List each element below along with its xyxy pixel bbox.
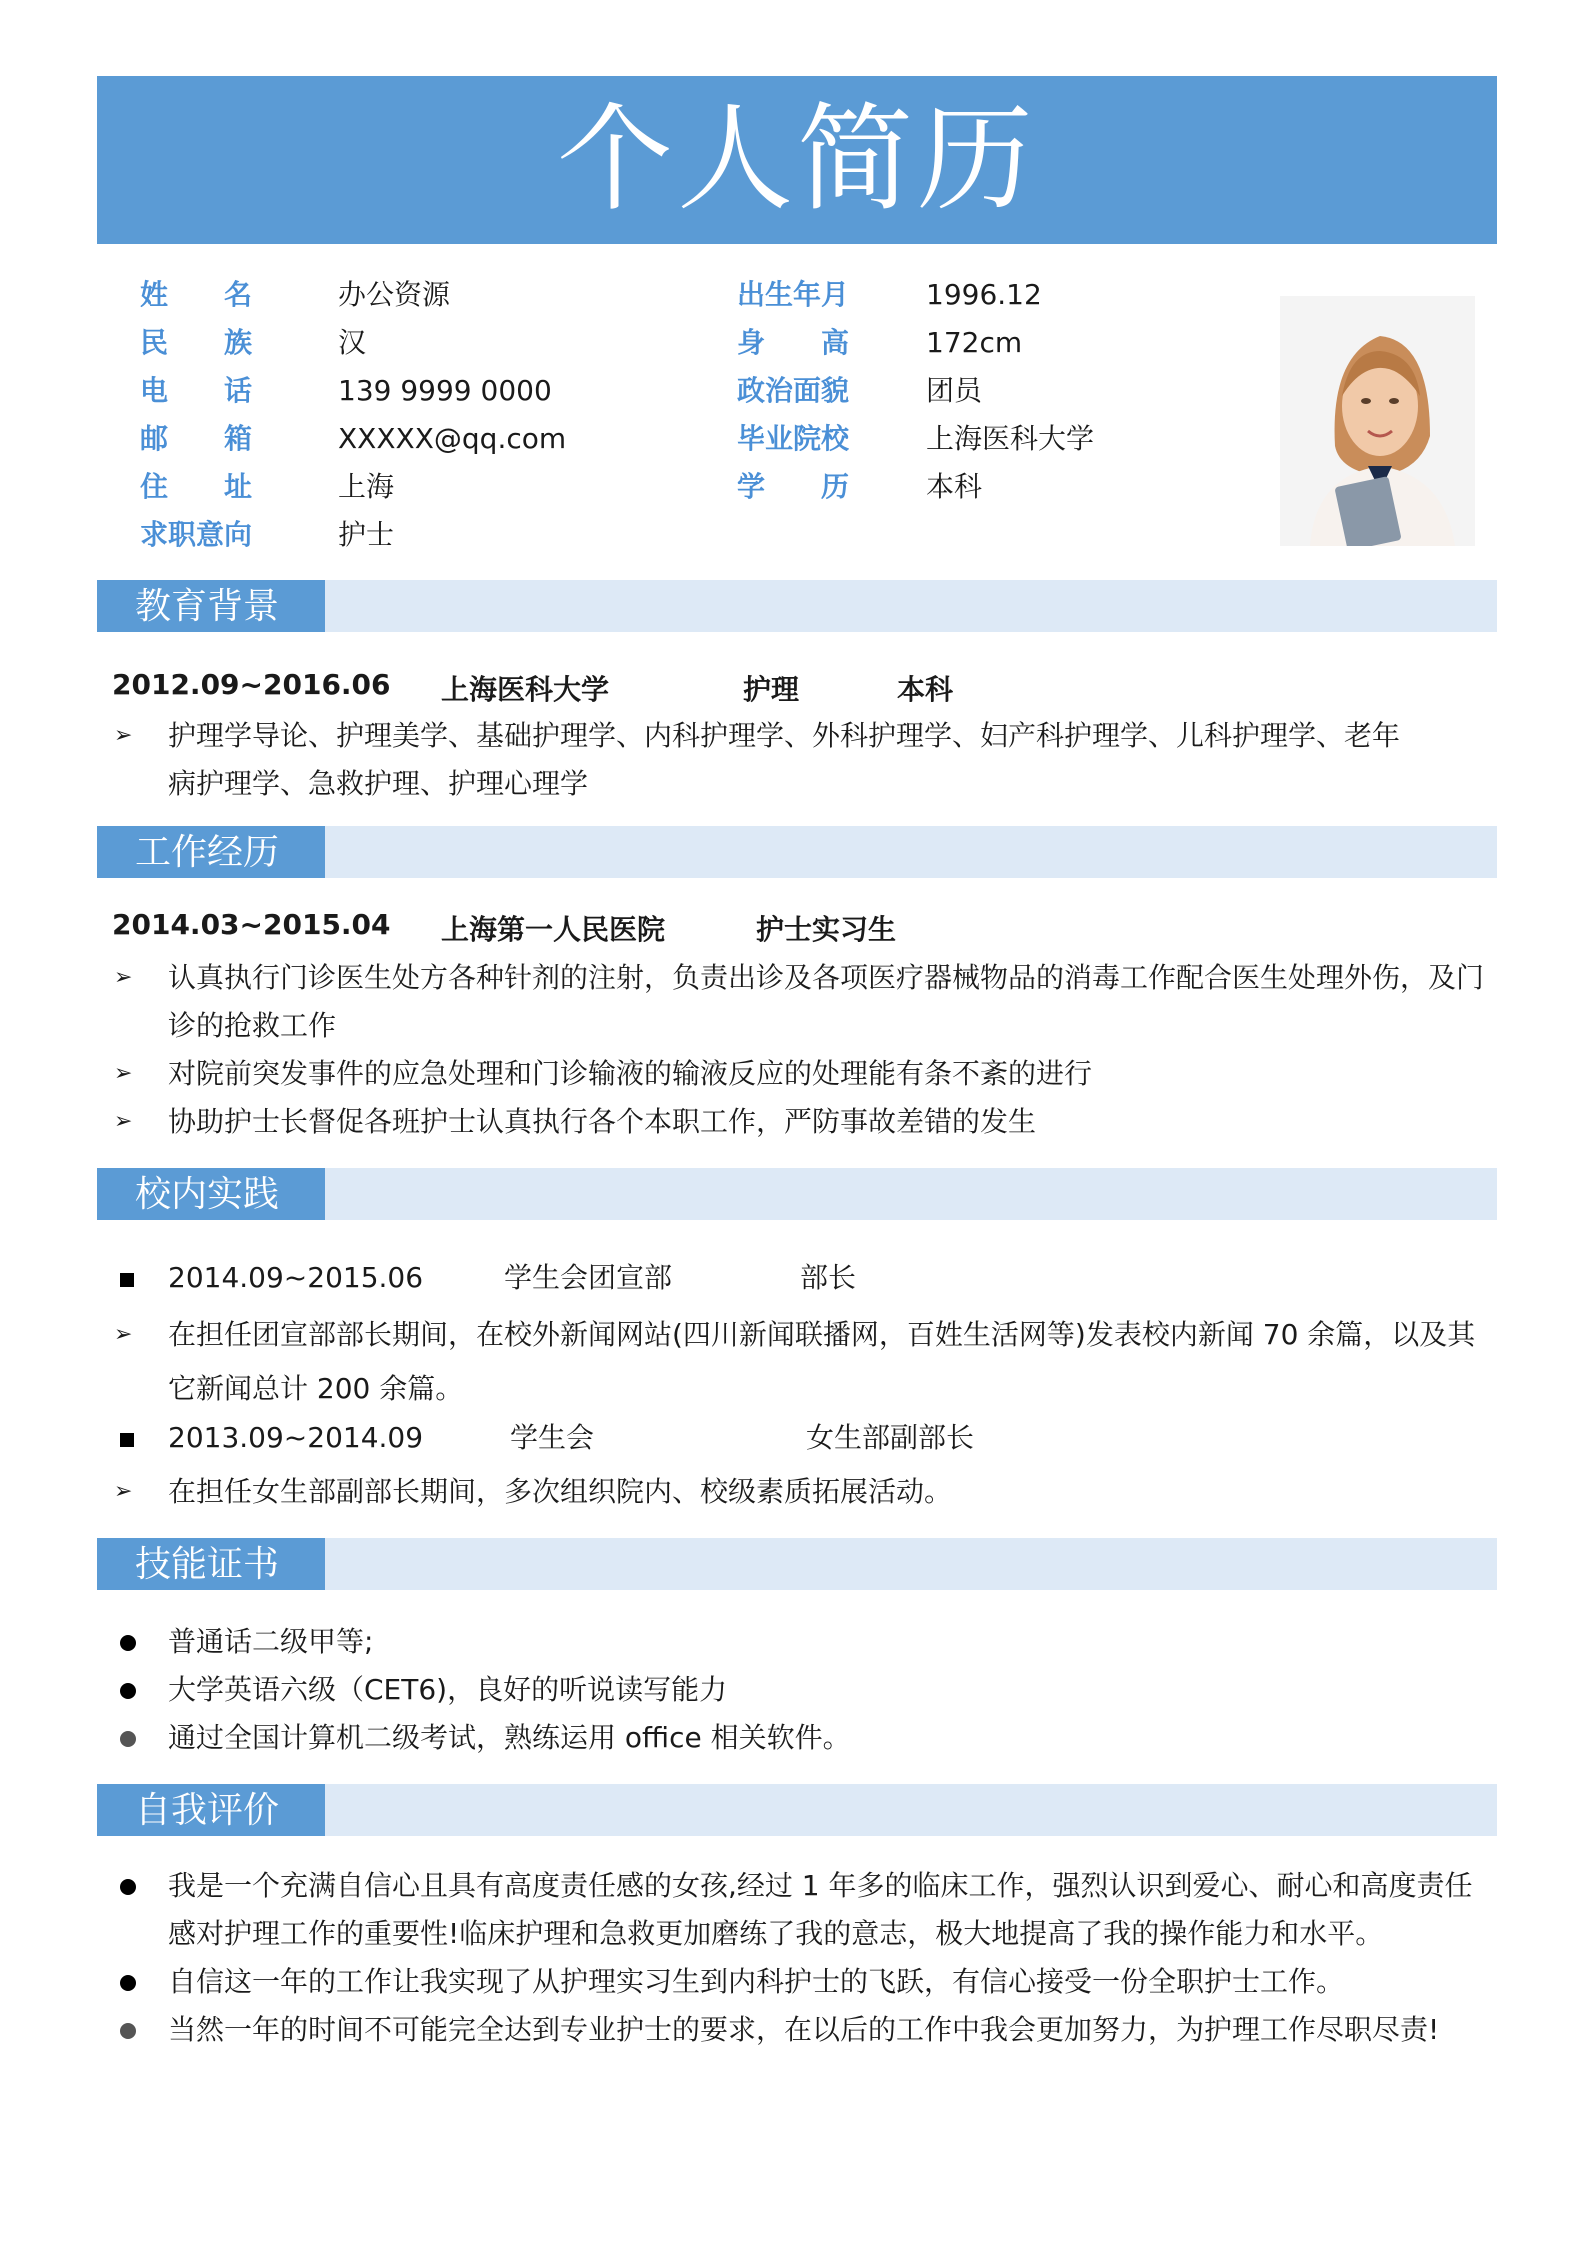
value-email: XXXXX@qq.com — [338, 422, 567, 455]
value-phone: 139 9999 0000 — [338, 374, 552, 407]
label-height: 身 高 — [737, 326, 850, 359]
label-ethnicity: 民 族 — [140, 326, 253, 359]
campus-desc-text: 在担任女生部副部长期间，多次组织院内、校级素质拓展活动。 — [168, 1475, 953, 1508]
campus-entry-header — [110, 1414, 1500, 1462]
work-item-text: 协助护士长督促各班护士认真执行各个本职工作，严防事故差错的发生 — [168, 1105, 1037, 1138]
resume-title: 个人简历 — [97, 76, 1497, 244]
dot-bullet-icon — [114, 1666, 144, 1714]
arrow-bullet-icon: ➢ — [114, 965, 133, 990]
self-eval-text: 当然一年的时间不可能完全达到专业护士的要求，在以后的工作中我会更加努力，为护理工作尽职尽责! — [168, 2013, 1440, 2046]
label-politics: 政治面貌 — [737, 374, 850, 407]
edu-courses — [110, 712, 1500, 808]
label-school: 毕业院校 — [737, 422, 850, 455]
self-eval-text: 自信这一年的工作让我实现了从护理实习生到内科护士的飞跃，有信心接受一份全职护士工作。 — [168, 1965, 1345, 1998]
label-email: 邮 箱 — [140, 422, 253, 455]
dot-bullet-icon — [114, 1618, 144, 1666]
campus-org: 学生会团宣部 — [504, 1261, 673, 1294]
campus-period: 2013.09~2014.09 — [168, 1421, 424, 1454]
section-work — [97, 826, 1497, 878]
section-campus — [97, 1168, 1497, 1220]
section-title-self-eval: 自我评价 — [97, 1784, 325, 1836]
skill-text: 普通话二级甲等; — [168, 1625, 374, 1658]
dot-bullet-icon — [114, 2006, 144, 2054]
skill-item — [110, 1618, 1500, 1666]
arrow-bullet-icon: ➢ — [114, 1322, 133, 1347]
arrow-bullet-icon: ➢ — [114, 723, 133, 748]
edu-courses-line2: 病护理学、急救护理、护理心理学 — [168, 767, 589, 800]
work-org: 上海第一人民医院 — [441, 913, 666, 946]
square-bullet-icon — [114, 1414, 144, 1462]
section-title-education: 教育背景 — [97, 580, 325, 632]
value-height: 172cm — [926, 326, 1023, 359]
campus-org: 学生会 — [510, 1421, 595, 1454]
campus-role: 女生部副部长 — [806, 1421, 975, 1454]
value-degree: 本科 — [926, 470, 983, 503]
section-education — [97, 580, 1497, 632]
work-period: 2014.03~2015.04 — [112, 908, 391, 941]
dot-bullet-icon — [114, 1714, 144, 1762]
self-eval-item — [110, 1862, 1500, 1958]
label-name: 姓 名 — [140, 278, 253, 311]
campus-desc — [110, 1308, 1500, 1416]
section-title-campus: 校内实践 — [97, 1168, 325, 1220]
self-eval-text: 我是一个充满自信心且具有高度责任感的女孩,经过 1 年多的临床工作，强烈认识到爱心、耐心和高度责任 — [168, 1869, 1473, 1902]
skill-text: 通过全国计算机二级考试，熟练运用 office 相关软件。 — [168, 1721, 851, 1754]
section-title-skills: 技能证书 — [97, 1538, 325, 1590]
value-birth: 1996.12 — [926, 278, 1042, 311]
work-item-text: 诊的抢救工作 — [168, 1009, 337, 1042]
edu-period: 2012.09~2016.06 — [112, 668, 391, 701]
dot-bullet-icon — [114, 1862, 144, 1910]
edu-courses-line1: 护理学导论、护理美学、基础护理学、内科护理学、外科护理学、妇产科护理学、儿科护理学、老年 — [168, 719, 1401, 752]
self-eval-item — [110, 2006, 1500, 2054]
work-item-text: 认真执行门诊医生处方各种针剂的注射，负责出诊及各项医疗器械物品的消毒工作配合医生处理外伤，及门 — [168, 961, 1485, 994]
campus-role: 部长 — [800, 1261, 857, 1294]
self-eval-item — [110, 1958, 1500, 2006]
arrow-bullet-icon: ➢ — [114, 1109, 133, 1134]
campus-entry-header — [110, 1254, 1500, 1302]
edu-major: 护理 — [743, 673, 800, 706]
value-politics: 团员 — [926, 374, 983, 407]
campus-desc-text: 它新闻总计 200 余篇。 — [168, 1372, 464, 1405]
profile-photo — [1280, 296, 1475, 546]
section-self-eval — [97, 1784, 1497, 1836]
dot-bullet-icon — [114, 1958, 144, 2006]
work-item — [110, 1098, 1500, 1146]
square-bullet-icon — [114, 1254, 144, 1302]
value-address: 上海 — [338, 470, 395, 503]
value-ethnicity: 汉 — [338, 326, 367, 359]
label-degree: 学 历 — [737, 470, 850, 503]
arrow-bullet-icon: ➢ — [114, 1061, 133, 1086]
work-item — [110, 954, 1500, 1050]
section-skills — [97, 1538, 1497, 1590]
skill-text: 大学英语六级（CET6)，良好的听说读写能力 — [168, 1673, 728, 1706]
skill-item — [110, 1714, 1500, 1762]
campus-desc — [110, 1468, 1500, 1516]
work-item-text: 对院前突发事件的应急处理和门诊输液的输液反应的处理能有条不紊的进行 — [168, 1057, 1093, 1090]
section-title-work: 工作经历 — [97, 826, 325, 878]
campus-desc-text: 在担任团宣部部长期间，在校外新闻网站(四川新闻联播网，百姓生活网等)发表校内新闻 70 余篇，以及其 — [168, 1318, 1476, 1351]
value-job-intention: 护士 — [338, 518, 395, 551]
value-name: 办公资源 — [338, 278, 451, 311]
label-phone: 电 话 — [140, 374, 253, 407]
edu-school: 上海医科大学 — [441, 673, 610, 706]
work-item — [110, 1050, 1500, 1098]
arrow-bullet-icon: ➢ — [114, 1479, 133, 1504]
label-job-intention: 求职意向 — [140, 518, 253, 551]
avatar-portrait — [1280, 296, 1475, 546]
campus-period: 2014.09~2015.06 — [168, 1261, 424, 1294]
work-role: 护士实习生 — [756, 913, 897, 946]
label-address: 住 址 — [140, 470, 253, 503]
label-birth: 出生年月 — [737, 278, 850, 311]
value-school: 上海医科大学 — [926, 422, 1095, 455]
skill-item — [110, 1666, 1500, 1714]
edu-degree: 本科 — [897, 673, 954, 706]
self-eval-text: 感对护理工作的重要性!临床护理和急救更加磨练了我的意志，极大地提高了我的操作能力和水平。 — [168, 1917, 1384, 1950]
